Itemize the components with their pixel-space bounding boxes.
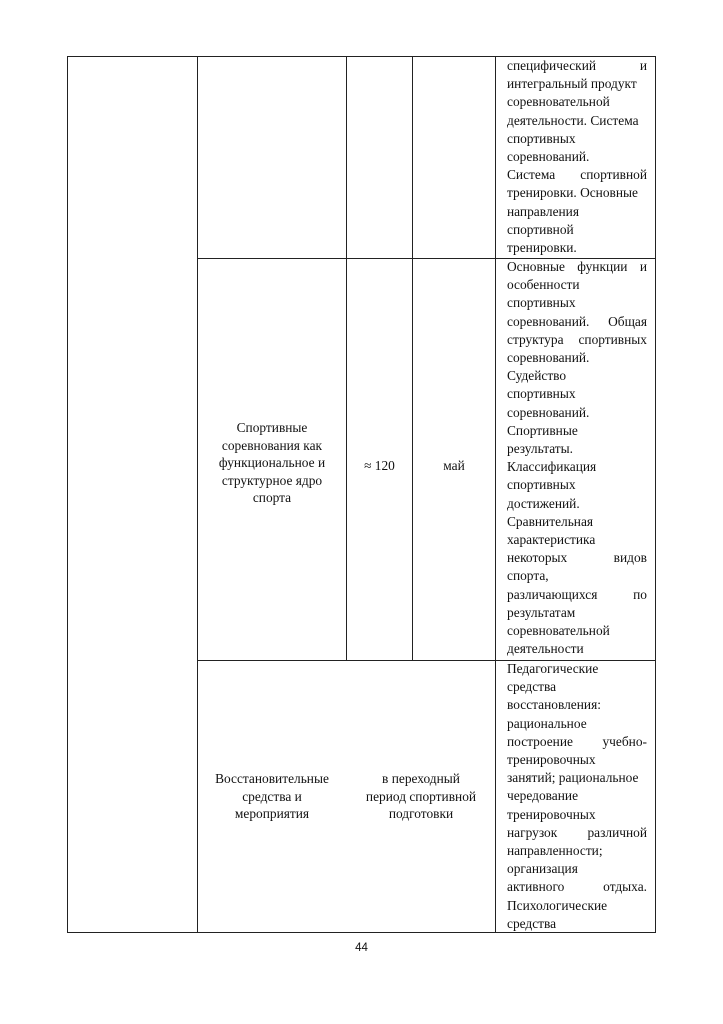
description-line: соревнований. [507, 149, 590, 165]
description-line: средства [507, 679, 557, 695]
description-line: Судейство [507, 368, 567, 384]
word: различающихся [507, 586, 598, 602]
description-line [507, 166, 647, 184]
row2-description [507, 258, 647, 658]
row2-topic [199, 419, 345, 507]
description-line: соревновательной [507, 623, 610, 639]
description-line: направленности; [507, 843, 603, 859]
description-line [507, 331, 647, 349]
description-line: тренировки. Основные [507, 185, 638, 201]
word: различной [587, 824, 647, 840]
description-line: спорта, [507, 568, 549, 584]
row3-period [348, 770, 494, 823]
word: активного [507, 879, 565, 895]
description-line [507, 586, 647, 604]
description-line [507, 57, 647, 75]
description-line: спортивных [507, 130, 576, 146]
word: Основные [507, 259, 565, 274]
page-number: 44 [355, 942, 368, 954]
row2-month: май [443, 458, 465, 473]
description-line: характеристика [507, 532, 596, 548]
description-line: рациональное [507, 715, 587, 731]
table-col-divider-1 [197, 56, 198, 933]
topic-line: мероприятия [234, 806, 310, 822]
description-line: спортивной [507, 221, 574, 237]
word: структура [507, 331, 564, 347]
description-line: занятий; рациональное [507, 770, 639, 786]
word: Общая [608, 313, 647, 329]
description-line: организация [507, 861, 578, 877]
description-line [507, 313, 647, 331]
word: отдыха. [603, 879, 647, 895]
description-line: особенности [507, 277, 580, 293]
topic-line: спорта [252, 490, 292, 506]
description-line: интегральный продукт [507, 76, 637, 92]
description-line [507, 733, 647, 751]
description-line: направления [507, 203, 580, 219]
description-line: деятельности. Система [507, 112, 639, 128]
row2-hours: ≈ 120 [364, 458, 395, 473]
word: некоторых [507, 550, 568, 566]
description-line: Психологические [507, 897, 608, 913]
description-line: достижений. [507, 495, 580, 511]
description-line [507, 824, 647, 842]
row1-description [507, 57, 647, 257]
description-line [507, 878, 647, 896]
description-line: Сравнительная [507, 513, 594, 529]
topic-line: Спортивные [236, 420, 308, 435]
period-line: период спортивной [365, 788, 477, 804]
period-line: в переходный [382, 771, 460, 786]
word: Система [507, 167, 556, 183]
description-line: чередование [507, 788, 579, 804]
word: спортивных [578, 331, 647, 347]
description-line: результатам [507, 604, 576, 620]
description-line: деятельности [507, 641, 584, 657]
table-border-left [67, 56, 68, 933]
description-line: спортивных [507, 295, 576, 311]
description-line: результаты. [507, 441, 574, 457]
description-line: спортивных [507, 477, 576, 493]
description-line [507, 258, 647, 276]
word: специфический [507, 58, 597, 73]
table-col-divider-3 [412, 56, 413, 660]
description-line: Классификация [507, 459, 597, 475]
word: спортивной [580, 167, 647, 183]
table-border-right [655, 56, 656, 933]
word: учебно- [602, 733, 647, 749]
description-line: соревнований. [507, 350, 590, 366]
row3-description [507, 660, 647, 933]
description-line: тренировки. [507, 240, 577, 256]
word: видов [613, 550, 647, 566]
topic-line: Восстановительные [215, 771, 329, 786]
description-line: Педагогические [507, 661, 599, 676]
description-line: средства [507, 915, 557, 931]
word: функции [577, 259, 628, 274]
description-line: Спортивные [507, 422, 578, 438]
word: и [639, 259, 647, 274]
description-line: тренировочных [507, 752, 596, 768]
row3-topic [199, 770, 345, 823]
topic-line: соревнования как [221, 437, 323, 453]
description-line: соревнований. [507, 404, 590, 420]
description-line: тренировочных [507, 806, 596, 822]
description-line: спортивных [507, 386, 576, 402]
word: нагрузок [507, 824, 558, 840]
description-line: восстановления: [507, 697, 601, 713]
word: по [633, 586, 647, 602]
topic-line: функциональное и [218, 455, 326, 471]
description-line: соревновательной [507, 94, 610, 110]
description-line [507, 549, 647, 567]
word: и [639, 58, 647, 73]
word: построение [507, 733, 573, 749]
word: соревнований. [507, 313, 590, 329]
period-line: подготовки [388, 806, 454, 822]
topic-line: средства и [242, 788, 302, 804]
table-col-divider-2 [346, 56, 347, 660]
table-col-divider-4 [495, 56, 496, 933]
topic-line: структурное ядро [221, 472, 323, 488]
